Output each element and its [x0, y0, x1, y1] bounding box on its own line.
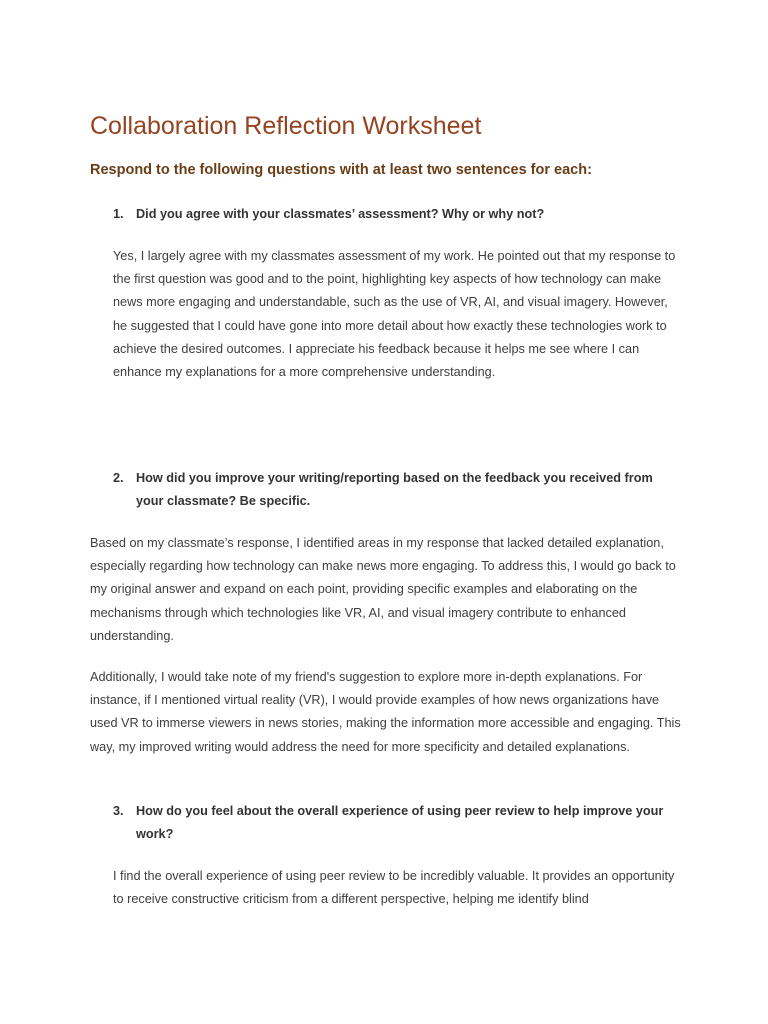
question-text: How did you improve your writing/reporting based on the feedback you received from your classmate? Be specific. [136, 471, 653, 508]
question-text: How do you feel about the overall experience of using peer review to help improve your work? [136, 804, 664, 841]
instructions-heading: Respond to the following questions with at least two sentences for each: [90, 162, 592, 178]
answer-2-paragraph-1: Based on my classmate’s response, I identified areas in my response that lacked detailed explanation, especially regarding how technology can make news more engaging. To address this, I would go back to my original answer and expand on each point, providing specific examples and elaborating on the mechanisms through which technologies like VR, AI, and visual imagery contribute to enhanced understanding. [90, 536, 676, 643]
answer-2-paragraph-2: Additionally, I would take note of my friend's suggestion to explore more in-depth explanations. For instance, if I mentioned virtual reality (VR), I would provide examples of how news organizations have used VR to immerse viewers in news stories, making the information more accessible and engaging. This way, my improved writing would address the need for more specificity and detailed explanations. [90, 670, 681, 754]
answer-1-paragraph: Yes, I largely agree with my classmates assessment of my work. He pointed out that my response to the first question was good and to the point, highlighting key aspects of how technology can make news more engaging and understandable, such as the use of VR, AI, and visual imagery. However, he suggested that I could have gone into more detail about how exactly these technologies work to achieve the desired outcomes. I appreciate his feedback because it helps me see where I can enhance my explanations for a more comprehensive understanding. [113, 249, 676, 380]
question-1 [113, 203, 683, 226]
question-2 [113, 467, 683, 513]
document-title: Collaboration Reflection Worksheet [90, 112, 482, 140]
answer-3-paragraph: I find the overall experience of using peer review to be incredibly valuable. It provides an opportunity to receive constructive criticism from a different perspective, helping me identify blind [113, 869, 675, 907]
question-number: 1. [113, 207, 124, 221]
question-text: Did you agree with your classmates’ assessment? Why or why not? [136, 207, 545, 221]
question-number: 2. [113, 471, 124, 485]
question-3 [113, 800, 683, 846]
question-number: 3. [113, 804, 124, 818]
